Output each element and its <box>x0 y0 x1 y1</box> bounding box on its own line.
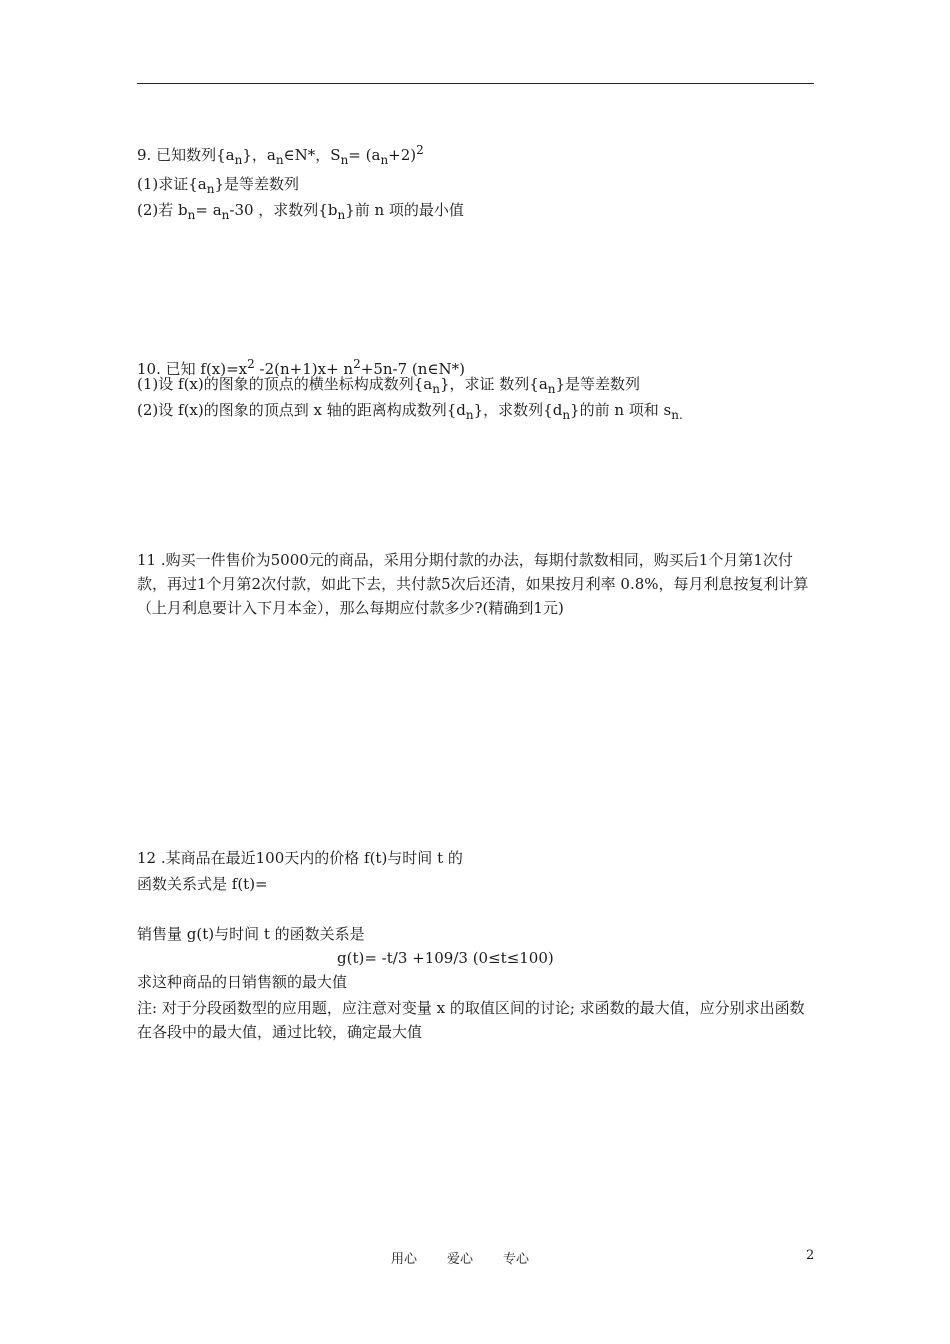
problem-12-line-3: 销售量 g(t)与时间 t 的函数关系是 <box>137 925 365 943</box>
problem-9-part-1: (1)求证$\{a_n\}$是等差数列 <box>137 175 300 196</box>
problem-10-part-2: (2)设 f(x)的图象的顶点到 x 轴的距离构成数列$\{d_n\}$，求数列$\{d_n\}$的前 n 项和 $s_{n.}$ <box>137 401 683 422</box>
problem-11-text: 11 .购买一件售价为5000元的商品，采用分期付款的办法，每期付款数相同，购买后1个月第1次付款，再过1个月第2次付款，如此下去，共付款5次后还清，如果按月利率 0.8%，每月利息按复利计算（上月利息要计入下月本金），那么每期应付款多少?(精确到1元) <box>137 551 809 617</box>
problem-12-line-1: 12 .某商品在最近100天内的价格 f(t)与时间 t 的 <box>137 849 463 867</box>
problem-12-formula: g(t)= -t/3 +109/3 (0≤t≤100) <box>337 949 554 967</box>
footer-text-2: 爱心 <box>447 1252 474 1267</box>
footer-text-3: 专心 <box>503 1252 530 1267</box>
page-number: 2 <box>806 1248 815 1263</box>
problem-12-line-5: 求这种商品的日销售额的最大值 <box>137 973 348 991</box>
problem-9-title: 9. 已知数列$\{a_n\}$，$a_n\in N*$，$S_n= (a_n+2)^2$ <box>137 143 424 167</box>
problem-10-part-1: (1)设 f(x)的图象的顶点的横坐标构成数列$\{a_n\}$，求证 数列$\{a_n\}$是等差数列 <box>137 375 641 396</box>
problem-10-title: 10. 已知 $f(x)=x^2$ $-2(n+1)x+ n^2+5n-7$ (n∈N*) <box>137 357 465 378</box>
problem-9-part-2: (2)若 $b_n= a_n-30$ ，求数列$\{b_n\}$前 n 项的最小值 <box>137 201 464 222</box>
problem-12-line-2: 函数关系式是 f(t)= <box>137 875 268 893</box>
footer-text-1: 用心 <box>391 1252 418 1267</box>
problem-12-note: 注: 对于分段函数型的应用题，应注意对变量 x 的取值区间的讨论; 求函数的最大值，应分别求出函数在各段中的最大值，通过比较，确定最大值 <box>137 999 805 1041</box>
header-rule <box>137 83 814 84</box>
